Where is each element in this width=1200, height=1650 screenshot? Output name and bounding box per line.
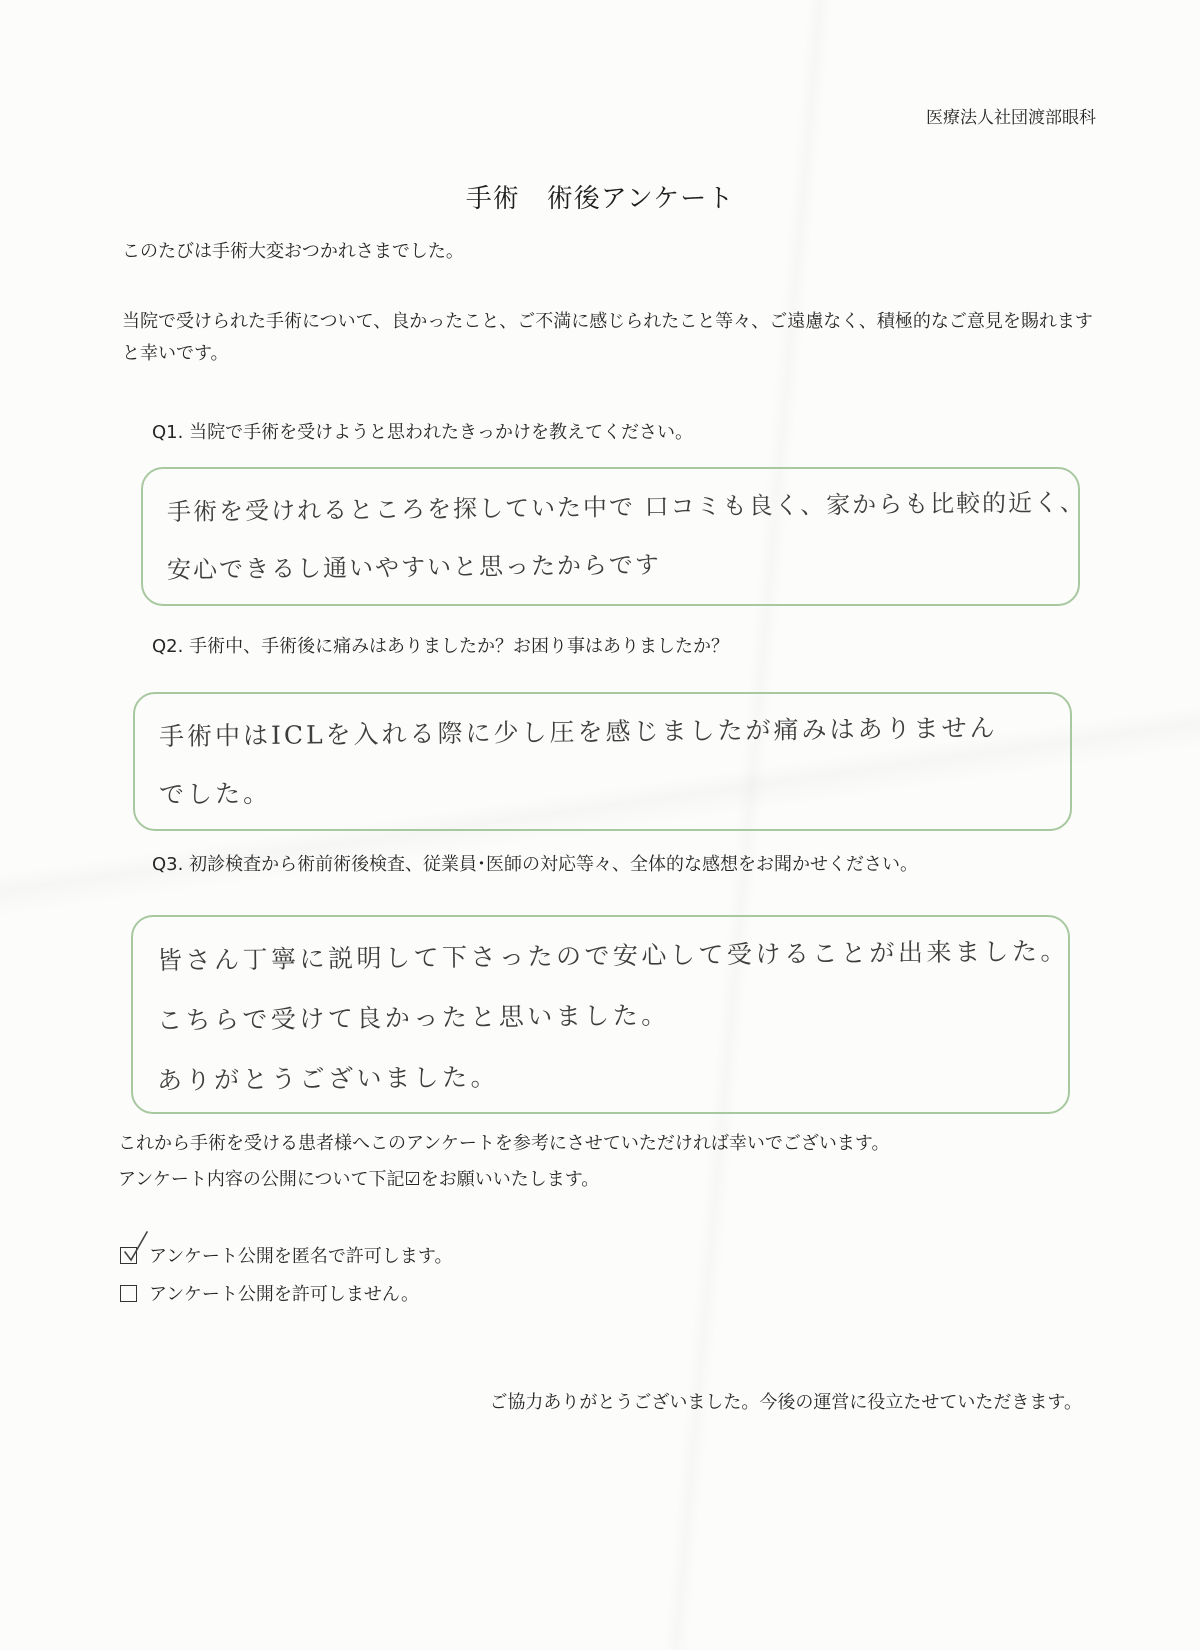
checkbox-deny-publication[interactable] xyxy=(120,1285,137,1302)
publication-instruction: アンケート内容の公開について下記☑をお願いいたします。 xyxy=(118,1169,600,1190)
question-1: Q1. 当院で手術を受けようと思われたきっかけを教えてください。 xyxy=(152,422,694,443)
question-3: Q3. 初診検査から術前術後検査、従業員･医師の対応等々、全体的な感想をお聞かせください。 xyxy=(152,854,919,875)
answer-1-line-2: 安心できるし通いやすいと思ったからです xyxy=(166,550,661,584)
intro-request: 当院で受けられた手術について、良かったこと、ご不満に感じられたこと等々、ご遠慮なく、積極的なご意見を賜れますと幸いです。 xyxy=(122,311,1093,364)
answer-box-2 xyxy=(133,692,1072,831)
clinic-name: 医療法人社団渡部眼科 xyxy=(926,108,1096,128)
answer-3-line-1: 皆さん丁寧に説明して下さったので安心して受けることが出来ました。 xyxy=(156,936,1070,975)
checkmark-icon xyxy=(123,1230,149,1264)
answer-box-1 xyxy=(141,467,1086,606)
option-deny-publication-label: アンケート公開を許可しません。 xyxy=(149,1284,419,1305)
answer-3-line-3: ありがとうございました。 xyxy=(156,1062,500,1095)
answer-1-line-1: 手術を受けれるところを探していた中で 口コミも良く、家からも比較的近く、 xyxy=(166,488,1086,526)
intro-greeting: このたびは手術大変おつかれさまでした。 xyxy=(122,241,464,262)
thanks-message: ご協力ありがとうございました。今後の運営に役立たせていただきます。 xyxy=(489,1392,1082,1413)
option-allow-anonymous-label: アンケート公開を匿名で許可します。 xyxy=(149,1246,453,1267)
option-deny-publication[interactable] xyxy=(120,1280,419,1306)
answer-3-line-2: こちらで受けて良かったと思いました。 xyxy=(156,1000,670,1035)
option-allow-anonymous[interactable] xyxy=(120,1242,452,1268)
checkbox-allow-anonymous[interactable] xyxy=(120,1247,137,1264)
answer-2-line-2: でした。 xyxy=(158,778,272,809)
closing-note: これから手術を受ける患者様へこのアンケートを参考にさせていただければ幸いでございます。 xyxy=(118,1133,890,1154)
question-2: Q2. 手術中、手術後に痛みはありましたか？お困り事はありましたか？ xyxy=(152,636,730,657)
answer-box-3 xyxy=(131,915,1070,1114)
page-title: 手術 術後アンケート xyxy=(465,184,735,214)
answer-2-line-1: 手術中はICLを入れる際に少し圧を感じましたが痛みはありません xyxy=(158,713,998,751)
